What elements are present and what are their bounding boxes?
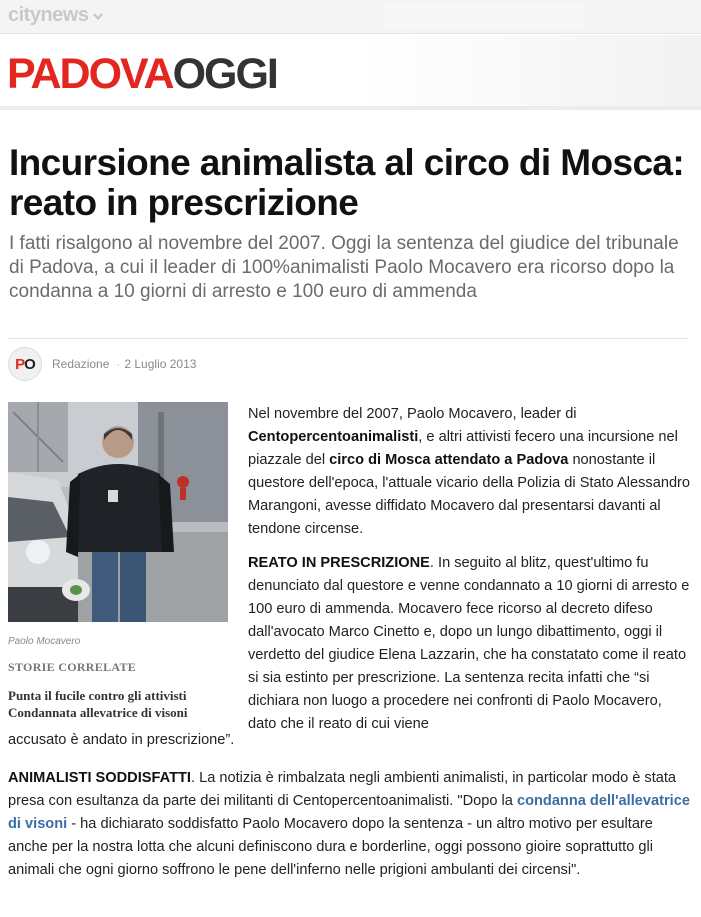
related-stories-heading: STORIE CORRELATE <box>8 660 137 674</box>
chevron-down-icon <box>92 12 104 22</box>
publish-date: 2 Luglio 2013 <box>124 357 197 371</box>
article-title: Incursione animalista al circo di Mosca: reato in prescrizione <box>9 142 685 223</box>
network-label: citynews <box>8 4 89 26</box>
article-paragraph <box>8 767 696 882</box>
text: - ha dichiarato soddisfatto Paolo Mocavero dopo la sentenza - un altro motivo per esultare anche per la nostra lotta che alcuni definiscono dura e borderline, oggi possono gioire soprattutto gli animali che ogni giorno soffrono le pene dell'inferno nelle prigioni ambulanti dei circensi". <box>8 816 653 878</box>
byline <box>8 348 196 380</box>
text: . In seguito al blitz, quest'ultimo fu denunciato dal questore e venne condannato a 10 giorni di arresto e 100 euro di ammenda. Mocavero fece ricorso al decreto difeso dall'avocato Marco Cinetto e, dopo un lungo dibattimento, oggi il verdetto del giudice Elena Lazzarin, che ha constatato come il reato si sia estinto per prescrizione. La sentenza recita infatti che “si dichiara non luogo a procedere nei confronti di Paolo Mocavero, dato che il reato di cui viene <box>248 555 690 732</box>
header-banner-area <box>356 35 701 106</box>
article-paragraph <box>248 552 693 736</box>
related-story-link[interactable]: Condannata allevatrice di visoni <box>8 705 188 720</box>
related-story-link[interactable]: Punta il fucile contro gli attivisti <box>8 688 187 703</box>
avatar-letter-p: P <box>15 355 25 373</box>
related-stories-list <box>8 687 238 721</box>
divider <box>8 338 688 339</box>
article-paragraph <box>248 403 693 541</box>
bold-text: circo di Mosca attendato a Padova <box>329 452 569 468</box>
photo-illustration <box>8 402 228 622</box>
article-photo[interactable] <box>8 402 228 622</box>
photo-caption: Paolo Mocavero <box>8 636 81 647</box>
text: . La notizia è rimbalzata negli ambienti animalisti, in particolar modo è stata presa con esultanza da parte dei militanti di Centopercentoanimalisti. "Dopo la <box>8 770 677 809</box>
logo-part-padova: PADOVA <box>7 50 173 98</box>
section-heading: ANIMALISTI SODDISFATTI <box>8 770 191 786</box>
text: Nel novembre del 2007, Paolo Mocavero, leader di <box>248 406 577 422</box>
section-heading: REATO IN PRESCRIZIONE <box>248 555 430 571</box>
inline-link[interactable]: condanna dell'allevatrice di visoni <box>8 793 690 832</box>
text: accusato è andato in prescrizione”. <box>8 732 235 748</box>
author-name[interactable]: Redazione <box>52 357 110 371</box>
article-subtitle: I fatti risalgono al novembre del 2007. Oggi la sentenza del giudice del tribunale di Padova, a cui il leader di 100%animalisti Paolo Mocavero era ricorso dopo la condanna a 10 giorni di arresto e 100 euro di ammenda <box>9 233 679 302</box>
article-paragraph-continued <box>8 729 693 752</box>
avatar-letter-o: O <box>24 355 35 373</box>
site-logo[interactable] <box>7 50 277 98</box>
network-bar <box>0 0 701 34</box>
byline-separator: · <box>116 357 121 371</box>
topbar-blank <box>384 4 584 30</box>
network-menu[interactable] <box>8 4 104 27</box>
logo-part-oggi: OGGI <box>172 50 277 98</box>
text: nonostante il questore dell'epoca, l'attuale vicario della Polizia di Stato Alessandro Marangoni, avesse diffidato Mocavero dal presentarsi davanti al tendone circense. <box>248 452 691 537</box>
site-header <box>0 35 701 110</box>
text: , e altri attivisti fecero una incursione nel piazzale del <box>248 429 678 468</box>
bold-text: Centopercentoanimalisti <box>248 429 419 445</box>
author-avatar[interactable] <box>8 347 42 381</box>
